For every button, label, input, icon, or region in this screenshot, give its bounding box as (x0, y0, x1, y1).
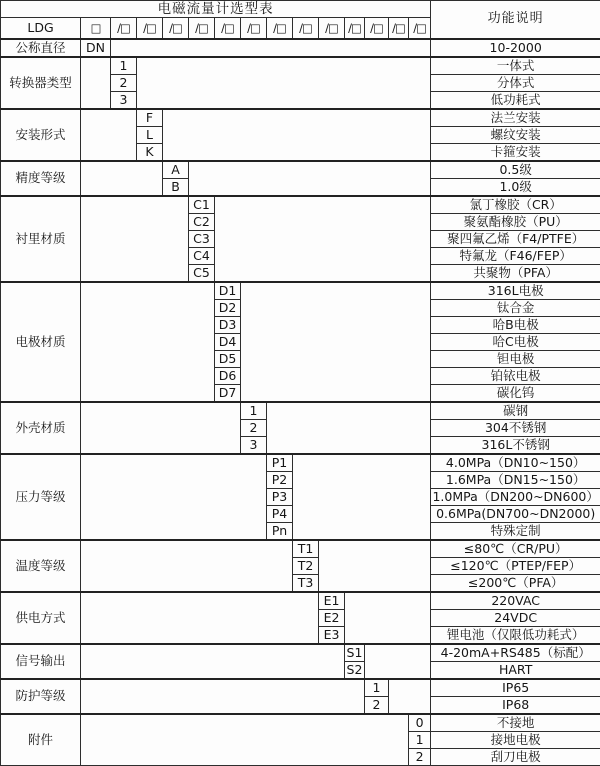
option-description: 1.0MPa（DN200~DN600） (432, 488, 599, 504)
option-description: 1.6MPa（DN15~150） (431, 471, 600, 488)
option-description: 0.5级 (431, 161, 600, 179)
option-code: P4 (267, 505, 293, 522)
option-description: 氯丁橡胶（CR） (431, 196, 600, 214)
spacer-cell (137, 57, 431, 109)
option-code: P3 (267, 488, 293, 505)
option-code: P1 (267, 454, 293, 472)
category-label: 温度等级 (1, 540, 81, 592)
option-description: 哈C电极 (431, 333, 600, 350)
option-description: 法兰安装 (431, 109, 600, 127)
option-description: 4-20mA+RS485（标配） (431, 644, 600, 662)
option-description: 316L不锈钢 (431, 436, 600, 454)
model-slot-box: /□ (267, 18, 293, 39)
spacer-cell (81, 161, 163, 196)
category-label: 信号输出 (1, 644, 81, 679)
category-label: 附件 (1, 714, 81, 766)
category-label: 转换器类型 (1, 57, 81, 109)
option-code: Pn (267, 522, 293, 540)
option-code: C2 (189, 213, 215, 230)
option-description: ≤200℃（PFA） (431, 574, 600, 592)
spacer-cell (293, 454, 431, 540)
option-description: 铂铱电极 (431, 367, 600, 384)
option-code: D2 (215, 299, 241, 316)
option-description: 钽电极 (431, 350, 600, 367)
option-code: D7 (215, 384, 241, 402)
option-description: 共聚物（PFA） (431, 264, 600, 282)
spacer-cell (81, 402, 241, 454)
category-label: 公称直径 (1, 39, 81, 57)
option-code: E3 (319, 626, 345, 644)
spacer-cell (81, 282, 215, 402)
spacer-cell (241, 282, 431, 402)
category-label: 压力等级 (1, 454, 81, 540)
option-description: 接地电极 (431, 731, 600, 748)
option-code: C4 (189, 247, 215, 264)
model-digit-box: □ (81, 18, 111, 39)
model-slot-box: /□ (189, 18, 215, 39)
model-slot-box: /□ (293, 18, 319, 39)
option-code: 2 (365, 696, 389, 714)
spacer-cell (81, 109, 137, 161)
option-code: B (163, 178, 189, 196)
model-slot-box: /□ (163, 18, 189, 39)
option-code: A (163, 161, 189, 179)
model-slot-box: /□ (365, 18, 389, 39)
category-label: 外壳材质 (1, 402, 81, 454)
option-code: P2 (267, 471, 293, 488)
option-description: 220VAC (431, 592, 600, 610)
category-label: 电极材质 (1, 282, 81, 402)
spacer-cell (81, 57, 111, 109)
option-code: C5 (189, 264, 215, 282)
option-description: 10-2000 (431, 39, 600, 57)
spacer-cell (81, 644, 345, 679)
model-slot-box: /□ (137, 18, 163, 39)
option-description: 螺纹安装 (431, 126, 600, 143)
option-code: 2 (111, 74, 137, 91)
option-description: 0.6MPa(DN700~DN2000) (431, 505, 600, 522)
option-description: 锂电池（仅限低功耗式） (431, 626, 600, 644)
option-description: 碳钢 (431, 402, 600, 420)
option-code: T3 (293, 574, 319, 592)
option-description: IP65 (431, 679, 600, 697)
option-description: 卡箍安装 (431, 143, 600, 161)
spacer-cell (111, 39, 431, 57)
spacer-cell (215, 196, 431, 282)
model-slot-box: /□ (241, 18, 267, 39)
spacer-cell (267, 402, 431, 454)
table-title: 电磁流量计选型表 (1, 1, 431, 18)
option-code: DN (81, 39, 111, 57)
spacer-cell (389, 679, 431, 714)
option-description: 4.0MPa（DN10~150） (431, 454, 600, 472)
option-description: 特氟龙（F46/FEP） (431, 247, 600, 264)
category-label: 安装形式 (1, 109, 81, 161)
spacer-cell (81, 679, 365, 714)
option-description: IP68 (431, 696, 600, 714)
function-column-header: 功能说明 (431, 1, 600, 39)
spacer-cell (81, 592, 319, 644)
option-code: T1 (293, 540, 319, 558)
option-code: F (137, 109, 163, 127)
category-label: 防护等级 (1, 679, 81, 714)
spacer-cell (319, 540, 431, 592)
option-description: 1.0级 (431, 178, 600, 196)
option-code: C3 (189, 230, 215, 247)
option-description: 聚氨酯橡胶（PU） (431, 213, 600, 230)
option-code: 1 (111, 57, 137, 75)
model-slot-box: /□ (215, 18, 241, 39)
option-code: D4 (215, 333, 241, 350)
option-code: 1 (241, 402, 267, 420)
option-code: C1 (189, 196, 215, 214)
option-code: 1 (409, 731, 431, 748)
option-code: D3 (215, 316, 241, 333)
option-description: 刮刀电极 (431, 748, 600, 765)
option-code: 3 (241, 436, 267, 454)
option-description: 304不锈钢 (431, 419, 600, 436)
option-description: HART (431, 661, 600, 679)
category-label: 供电方式 (1, 592, 81, 644)
option-description: 钛合金 (431, 299, 600, 316)
model-slot-box: /□ (345, 18, 365, 39)
spacer-cell (189, 161, 431, 196)
model-slot-box: /□ (389, 18, 409, 39)
option-description: 低功耗式 (431, 91, 600, 109)
spacer-cell (81, 540, 293, 592)
option-description: 哈B电极 (431, 316, 600, 333)
option-code: K (137, 143, 163, 161)
option-code: 2 (409, 748, 431, 765)
spacer-cell (163, 109, 431, 161)
option-description: ≤80℃（CR/PU） (431, 540, 600, 558)
option-code: 0 (409, 714, 431, 732)
option-code: E1 (319, 592, 345, 610)
option-code: D1 (215, 282, 241, 300)
option-description: 不接地 (431, 714, 600, 732)
option-description: 碳化钨 (431, 384, 600, 402)
option-code: E2 (319, 609, 345, 626)
spacer-cell (81, 454, 267, 540)
option-description: 分体式 (431, 74, 600, 91)
spacer-cell (81, 196, 189, 282)
spacer-cell (81, 714, 409, 766)
model-slot-box: /□ (319, 18, 345, 39)
spacer-cell (345, 592, 431, 644)
option-description: 聚四氟乙烯（F4/PTFE） (431, 230, 600, 247)
category-label: 精度等级 (1, 161, 81, 196)
model-prefix: LDG (1, 18, 81, 39)
option-code: S2 (345, 661, 365, 679)
option-code: D5 (215, 350, 241, 367)
option-description: 24VDC (431, 609, 600, 626)
model-slot-box: /□ (409, 18, 431, 39)
option-description: ≤120℃（PTEP/FEP） (431, 557, 600, 574)
option-code: 2 (241, 419, 267, 436)
option-code: 3 (111, 91, 137, 109)
option-code: 1 (365, 679, 389, 697)
option-code: T2 (293, 557, 319, 574)
option-description: 特殊定制 (431, 522, 600, 540)
category-label: 衬里材质 (1, 196, 81, 282)
option-code: L (137, 126, 163, 143)
model-slot-box: /□ (111, 18, 137, 39)
option-description: 316L电极 (431, 282, 600, 300)
option-code: D6 (215, 367, 241, 384)
option-code: S1 (345, 644, 365, 662)
option-description: 一体式 (431, 57, 600, 75)
spacer-cell (365, 644, 431, 679)
